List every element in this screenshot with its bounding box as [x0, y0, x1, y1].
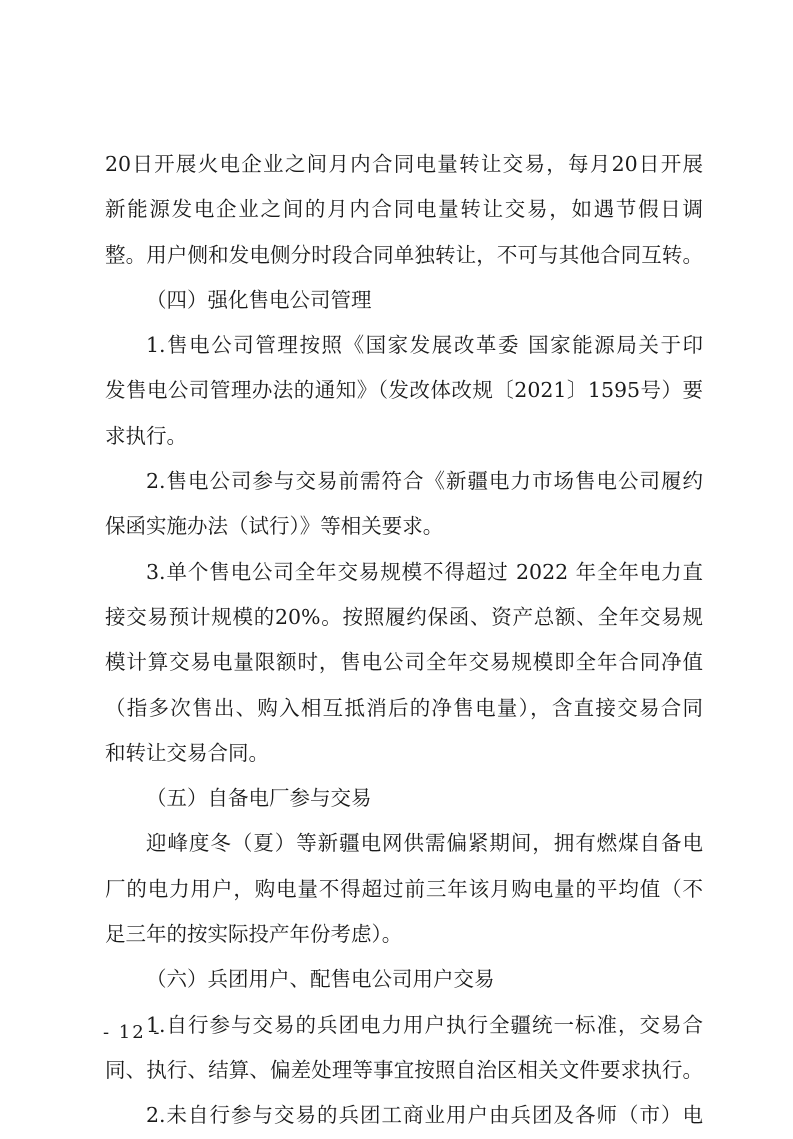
paragraph-line: （指多次售出、购入相互抵消后的净售电量），含直接交易合同 [105, 695, 703, 720]
section-heading: （六）兵团用户、配售电公司用户交易 [146, 967, 495, 992]
paragraph-line: 1.自行参与交易的兵团电力用户执行全疆统一标准，交易合 [146, 1012, 703, 1037]
paragraph-line: 2.售电公司参与交易前需符合《新疆电力市场售电公司履约 [146, 469, 703, 494]
paragraph-line: 3.单个售电公司全年交易规模不得超过 2022 年全年电力直 [146, 559, 703, 584]
paragraph-line: 2.未自行参与交易的兵团工商业用户由兵团及各师（市）电 [146, 1103, 703, 1128]
paragraph-line: 迎峰度冬（夏）等新疆电网供需偏紧期间，拥有燃煤自备电 [146, 831, 703, 856]
paragraph-line: 同、执行、结算、偏差处理等事宜按照自治区相关文件要求执行。 [105, 1057, 703, 1082]
section-heading: （五）自备电厂参与交易 [146, 786, 372, 811]
paragraph-line: 接交易预计规模的20%。按照履约保函、资产总额、全年交易规 [105, 604, 703, 629]
paragraph-line: 足三年的按实际投产年份考虑）。 [105, 922, 403, 947]
paragraph-line: 发售电公司管理办法的通知》（发改体改规〔2021〕1595号）要 [105, 378, 703, 403]
paragraph-line: 新能源发电企业之间的月内合同电量转让交易，如遇节假日调 [105, 197, 703, 222]
paragraph-line: 求执行。 [105, 423, 187, 448]
paragraph-line: 保函实施办法（试行）》等相关要求。 [105, 514, 444, 539]
paragraph-line: 1.售电公司管理按照《国家发展改革委 国家能源局关于印 [146, 333, 703, 358]
document-body [105, 142, 703, 1139]
paragraph-line: 模计算交易电量限额时，售电公司全年交易规模即全年合同净值 [105, 650, 703, 675]
paragraph-line: 和转让交易合同。 [105, 740, 269, 765]
page-number: - 12 - [103, 1022, 162, 1043]
section-heading: （四）强化售电公司管理 [146, 287, 372, 312]
paragraph-line: 整。用户侧和发电侧分时段合同单独转让，不可与其他合同互转。 [105, 242, 703, 267]
paragraph-line: 20日开展火电企业之间月内合同电量转让交易，每月20日开展 [105, 152, 703, 176]
paragraph-line: 厂的电力用户，购电量不得超过前三年该月购电量的平均值（不 [105, 876, 703, 901]
